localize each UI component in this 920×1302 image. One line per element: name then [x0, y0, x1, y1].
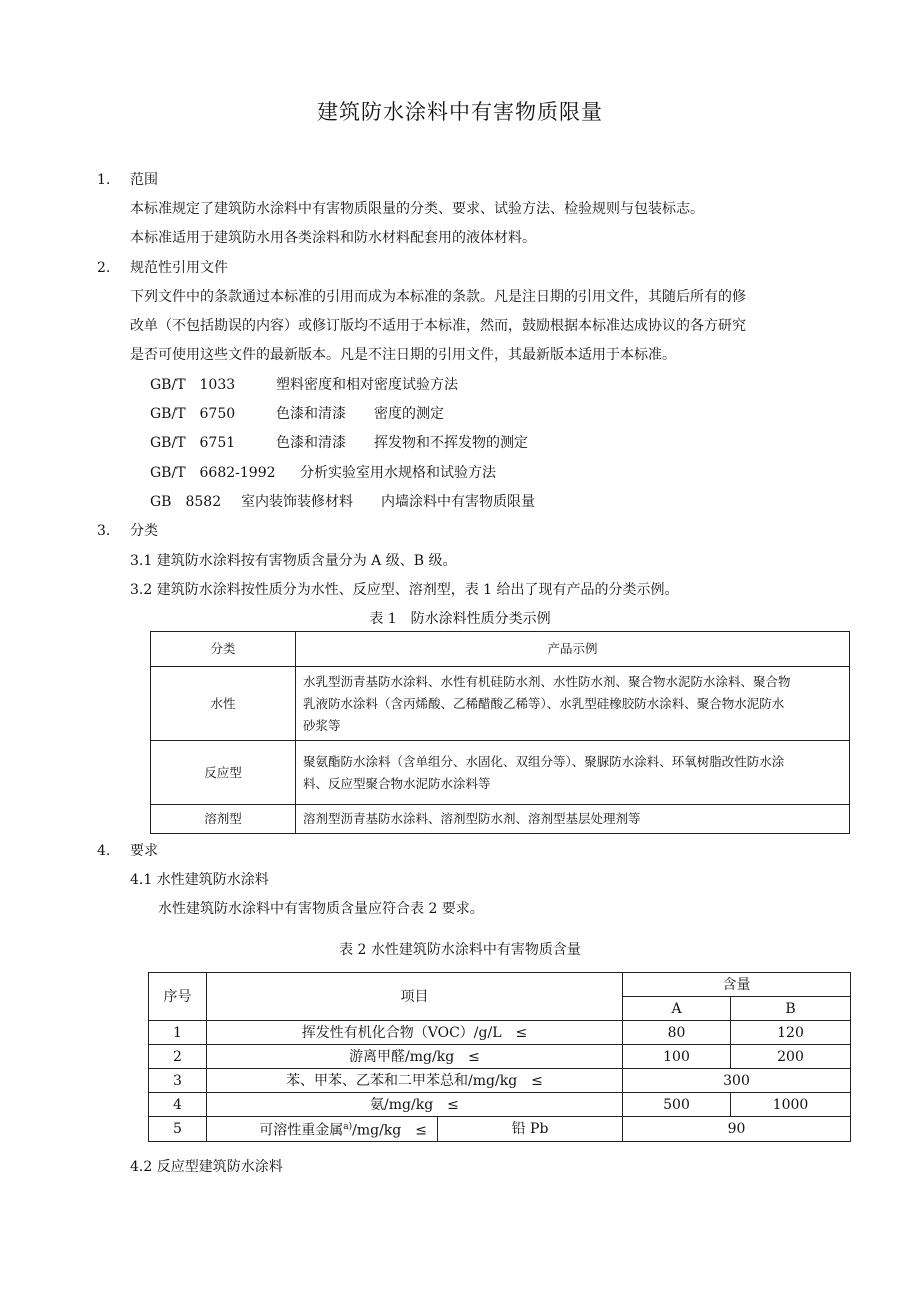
seq-cell: 1: [149, 1021, 207, 1045]
table-row: [149, 1045, 851, 1069]
table-header-cell: 分类: [151, 632, 296, 667]
table-header-cell: 产品示例: [296, 632, 850, 667]
section-2-paragraph-line: 是否可使用这些文件的最新版本。凡是不注日期的引用文件，其最新版本适用于本标准。: [130, 347, 676, 363]
category-cell: 溶剂型: [151, 805, 296, 834]
reference-title: 色漆和清漆 挥发物和不挥发物的测定: [276, 435, 528, 451]
category-cell: 水性: [151, 667, 296, 741]
reference-title: 室内装饰装修材料 内墙涂料中有害物质限量: [241, 494, 535, 510]
section-3-number: 3.: [97, 523, 111, 539]
clause-4-1-text: 水性建筑防水涂料中有害物质含量应符合表 2 要求。: [158, 901, 484, 917]
examples-cell: [296, 805, 850, 834]
item-text: 可溶性重金属: [259, 1122, 344, 1139]
table-header-row: [151, 632, 850, 667]
section-2-paragraph-line: 下列文件中的条款通过本标准的引用而成为本标准的条款。凡是注日期的引用文件，其随后所有的修: [130, 289, 746, 305]
table-row: [149, 1069, 851, 1093]
item-cell: 游离甲醛/mg/kg ≤: [207, 1045, 623, 1069]
table-row: [151, 741, 850, 805]
item-cell: 挥发性有机化合物（VOC）/g/L ≤: [207, 1021, 623, 1045]
reference-title: 色漆和清漆 密度的测定: [276, 406, 444, 422]
sub-item-cell: 铅 Pb: [438, 1117, 623, 1142]
section-2-heading: 规范性引用文件: [130, 260, 228, 276]
table-header-row: [149, 973, 851, 997]
examples-line: 聚氨酯防水涂料（含单组分、水固化、双组分等）、聚脲防水涂料、环氧树脂改性防水涂: [303, 753, 785, 769]
examples-line: 乳液防水涂料（含丙烯酸、乙稀醋酸乙稀等）、水乳型硅橡胶防水涂料、聚合物水泥防水: [303, 695, 785, 711]
clause-4-2: 4.2 反应型建筑防水涂料: [130, 1159, 283, 1175]
examples-line: 溶剂型沥青基防水涂料、溶剂型防水剂、溶剂型基层处理剂等: [303, 811, 641, 826]
table-row: [149, 1117, 851, 1142]
table-row: [149, 1093, 851, 1117]
section-3-heading: 分类: [130, 523, 158, 539]
examples-line: 料、反应型聚合物水泥防水涂料等: [303, 775, 491, 791]
section-1-heading: 范围: [130, 172, 158, 188]
seq-cell: 5: [149, 1117, 207, 1142]
seq-cell: 3: [149, 1069, 207, 1093]
grade-a-cell: 100: [623, 1045, 731, 1069]
clause-3-1: 3.1 建筑防水涂料按有害物质含量分为 A 级、B 级。: [130, 553, 457, 569]
reference-code: GB/T 6750: [150, 406, 236, 422]
table-1-caption: 表 1 防水涂料性质分类示例: [369, 611, 551, 627]
table-1-classification: [150, 631, 850, 834]
seq-header: 序号: [149, 973, 207, 1021]
grade-a-cell: 500: [623, 1093, 731, 1117]
table-row: [151, 805, 850, 834]
table-row: [149, 1021, 851, 1045]
item-header: 项目: [207, 973, 623, 1021]
reference-code: GB/T 1033: [150, 377, 236, 393]
section-1-paragraph: 本标准规定了建筑防水涂料中有害物质限量的分类、要求、试验方法、检验规则与包装标志。: [130, 201, 704, 217]
examples-line: 水乳型沥青基防水涂料、水性有机硅防水剂、水性防水剂、聚合物水泥防水涂料、聚合物: [303, 673, 791, 689]
grade-ab-cell: 90: [623, 1117, 851, 1142]
examples-cell: [296, 741, 850, 805]
seq-cell: 2: [149, 1045, 207, 1069]
reference-title: 塑料密度和相对密度试验方法: [276, 377, 458, 393]
item-unit: /mg/kg ≤: [352, 1122, 427, 1139]
grade-b-cell: 1000: [731, 1093, 851, 1117]
section-2-number: 2.: [97, 260, 111, 276]
examples-line: 砂浆等: [303, 717, 341, 733]
clause-4-1: 4.1 水性建筑防水涂料: [130, 872, 269, 888]
grade-ab-cell: 300: [623, 1069, 851, 1093]
reference-code: GB/T 6682-1992: [150, 465, 276, 481]
content-header: 含量: [623, 973, 851, 997]
section-4-heading: 要求: [130, 843, 158, 859]
document-title: 建筑防水涂料中有害物质限量: [317, 100, 603, 124]
table-2-hazardous-content: [148, 972, 851, 1142]
section-1-paragraph: 本标准适用于建筑防水用各类涂料和防水材料配套用的液体材料。: [130, 230, 536, 246]
table-2-caption: 表 2 水性建筑防水涂料中有害物质含量: [339, 942, 581, 958]
table-row: [151, 667, 850, 741]
examples-cell: [296, 667, 850, 741]
seq-cell: 4: [149, 1093, 207, 1117]
grade-b-header: B: [731, 997, 851, 1021]
reference-title: 分析实验室用水规格和试验方法: [300, 465, 496, 481]
section-4-number: 4.: [97, 843, 111, 859]
grade-b-cell: 200: [731, 1045, 851, 1069]
grade-b-cell: 120: [731, 1021, 851, 1045]
reference-code: GB 8582: [150, 494, 222, 510]
item-cell: 苯、甲苯、乙苯和二甲苯总和/mg/kg ≤: [207, 1069, 623, 1093]
item-cell: [207, 1117, 438, 1142]
category-cell: 反应型: [151, 741, 296, 805]
section-2-paragraph-line: 改单（不包括勘误的内容）或修订版均不适用于本标准，然而，鼓励根据本标准达成协议的各方研究: [130, 318, 746, 334]
section-1-number: 1.: [97, 172, 111, 188]
footnote-marker: a): [343, 1122, 353, 1132]
grade-a-header: A: [623, 997, 731, 1021]
item-cell: 氨/mg/kg ≤: [207, 1093, 623, 1117]
clause-3-2: 3.2 建筑防水涂料按性质分为水性、反应型、溶剂型，表 1 给出了现有产品的分类示例。: [130, 582, 679, 598]
reference-code: GB/T 6751: [150, 435, 236, 451]
grade-a-cell: 80: [623, 1021, 731, 1045]
